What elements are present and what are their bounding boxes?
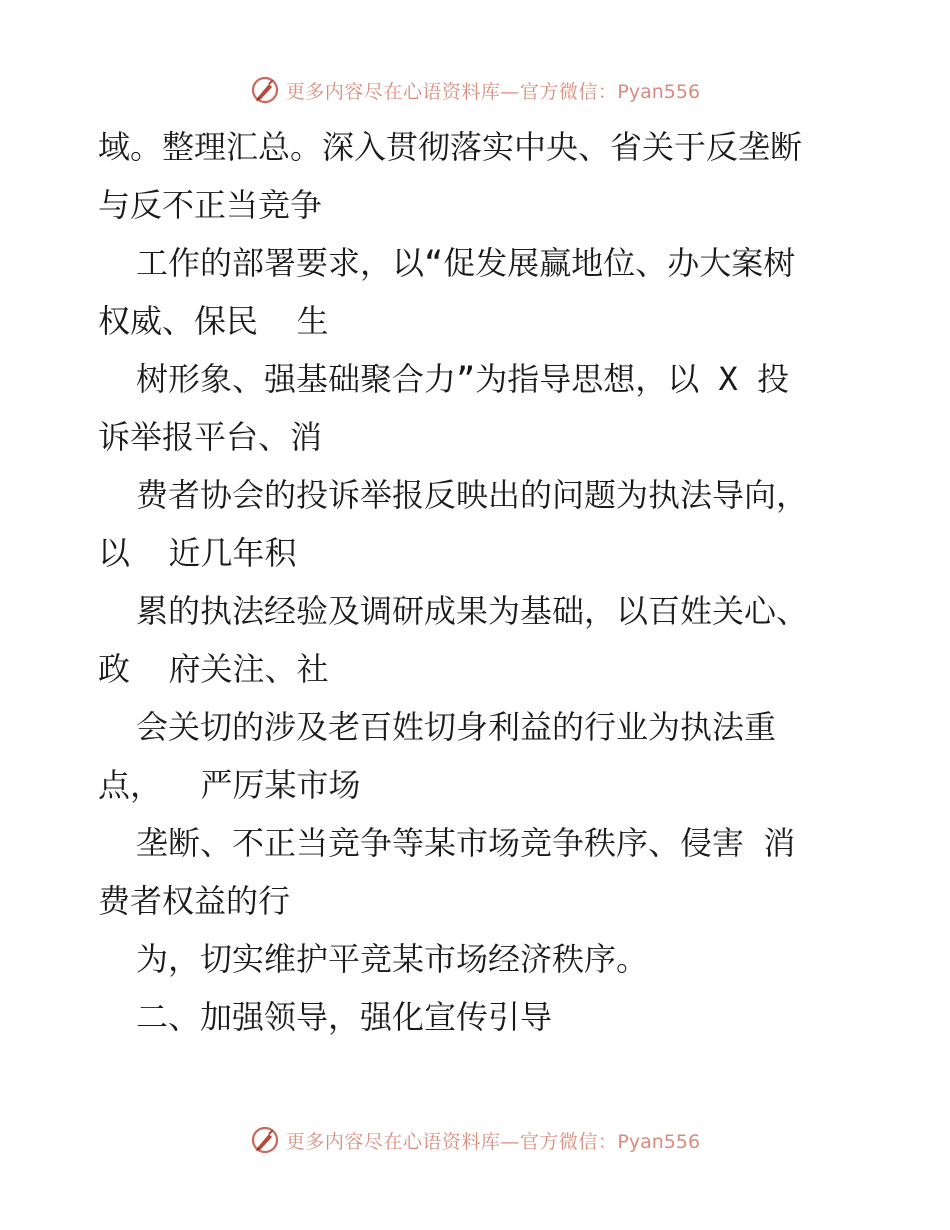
- text-line: 垄断、不正当竞争等某市场竞争秩序、侵害 消: [136, 824, 796, 862]
- text-line: 工作的部署要求，以“促发展赢地位、办大案树: [136, 244, 796, 282]
- text-line: 诉举报平台、消: [98, 418, 323, 456]
- text-line: 以 近几年积: [98, 534, 297, 572]
- text-line: 与反不正当竞争: [98, 186, 323, 224]
- pen-logo-icon: [250, 75, 280, 105]
- text-line: 树形象、强基础聚合力”为指导思想，以 X 投: [136, 360, 790, 398]
- document-body: [98, 118, 858, 1046]
- text-line: 域。整理汇总。深入贯彻落实中央、省关于反垄断: [98, 128, 803, 166]
- header-watermark: [0, 70, 950, 110]
- text-line: 费者协会的投诉举报反映出的问题为执法导向，: [136, 476, 809, 514]
- text-line: 政 府关注、社: [98, 650, 329, 688]
- text-line: 费者权益的行: [98, 882, 291, 920]
- text-line: 权威、保民 生: [98, 302, 329, 340]
- watermark-text: 更多内容尽在心语资料库—官方微信：Pyan556: [285, 1130, 701, 1153]
- text-line: 点， 严厉某市场: [98, 766, 361, 804]
- watermark-text: 更多内容尽在心语资料库—官方微信：Pyan556: [285, 80, 701, 103]
- text-line: 二、加强领导，强化宣传引导: [136, 998, 553, 1036]
- footer-watermark: [0, 1120, 950, 1160]
- text-line: 累的执法经验及调研成果为基础，以百姓关心、: [136, 592, 809, 630]
- text-line: 会关切的涉及老百姓切身利益的行业为执法重: [136, 708, 777, 746]
- pen-logo-icon: [250, 1125, 280, 1155]
- text-line: 为，切实维护平竞某市场经济秩序。: [136, 940, 649, 978]
